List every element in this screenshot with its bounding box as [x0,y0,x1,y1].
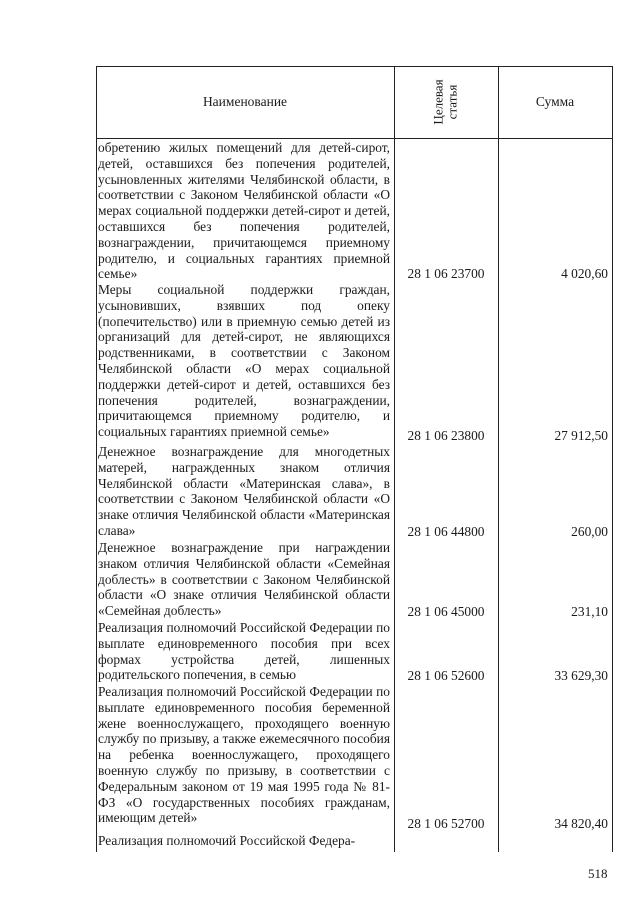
table-row-1-code: 28 1 06 23700 [407,266,485,281]
page-number: 518 [588,866,608,881]
column-divider-name [394,66,395,852]
table-row-5-sum: 33 629,30 [554,668,608,683]
table-row-2-text: Меры социальной поддержки граждан, усыновивших, взявших под опеку (попечительство) или в приемную семью детей из организаций для детей-сирот, не являющихся родственниками, в соответствии с Законом Челябинской области «О мерах социальной поддержки детей-сирот и детей, оставшихся без попечения родителей, вознаграждении, причитающемся приемному родителю, и социальных гарантиях приемной семье» [98,282,390,440]
table-row-6-code: 28 1 06 52700 [407,816,485,831]
table-row-3-code: 28 1 06 44800 [407,524,485,539]
table-row-1-sum: 4 020,60 [561,266,608,281]
table-row-5-code: 28 1 06 52600 [407,668,485,683]
table-row-5-text: Реализация полномочий Российской Федерации по выплате единовременного пособия при всех формах устройства детей, лишенных родительского попечения, в семью [98,620,390,683]
budget-table [96,66,612,852]
table-left-border [96,66,97,852]
table-row-2-code: 28 1 06 23800 [407,428,485,443]
header-name [96,66,394,138]
column-divider-code [498,66,499,852]
header-code [394,66,498,138]
header-sum-label: Сумма [535,94,575,109]
header-bottom-border [96,138,612,139]
table-row-1-text: обретению жилых помещений для детей-сирот, детей, оставшихся без попечения родителей, усыновленных жителями Челябинской области, в соответствии с Законом Челябинской области «О мерах социальной поддержки детей-сирот и детей, оставшихся без попечения родителей, вознаграждении, причитающемся приемному родителю, и социальных гарантиях приемной семье» [98,140,390,282]
table-row-6-text: Реализация полномочий Российской Федерации по выплате единовременного пособия беременной жене военнослужащего, проходящего военную службу по призыву, а также ежемесячного пособия на ребенка военнослужащего, проходящего военную службу по призыву, в соответствии с Федеральным законом от 19 мая 1995 года № 81-ФЗ «О государственных пособиях гражданам, имеющим детей» [98,684,390,826]
header-code-line1: Целевая [430,79,446,125]
header-code-line2: статья [444,84,460,120]
header-code-rotated [432,79,460,124]
table-row-2-sum: 27 912,50 [554,428,608,443]
table-row-7-text: Реализация полномочий Российской Федера- [98,833,356,848]
table-row-6-sum: 34 820,40 [554,816,608,831]
table-row-3-text: Денежное вознаграждение для многодетных матерей, награжденных знаком отличия Челябинской области «Материнская слава», в соответствии с Законом Челябинской области «О знаке отличия Челябинской области «Материнская слава» [98,444,390,538]
header-sum [498,66,612,138]
table-row-4-sum: 231,10 [571,604,608,619]
header-name-label: Наименование [202,94,288,109]
table-row-4-text: Денежное вознаграждение при награждении знаком отличия Челябинской области «Семейная доблесть» в соответствии с Законом Челябинской области «О знаке отличия Челябинской области «Семейная доблесть» [98,540,390,619]
table-row-4-code: 28 1 06 45000 [407,604,485,619]
table-right-border [612,66,613,852]
table-row-3-sum: 260,00 [571,524,608,539]
